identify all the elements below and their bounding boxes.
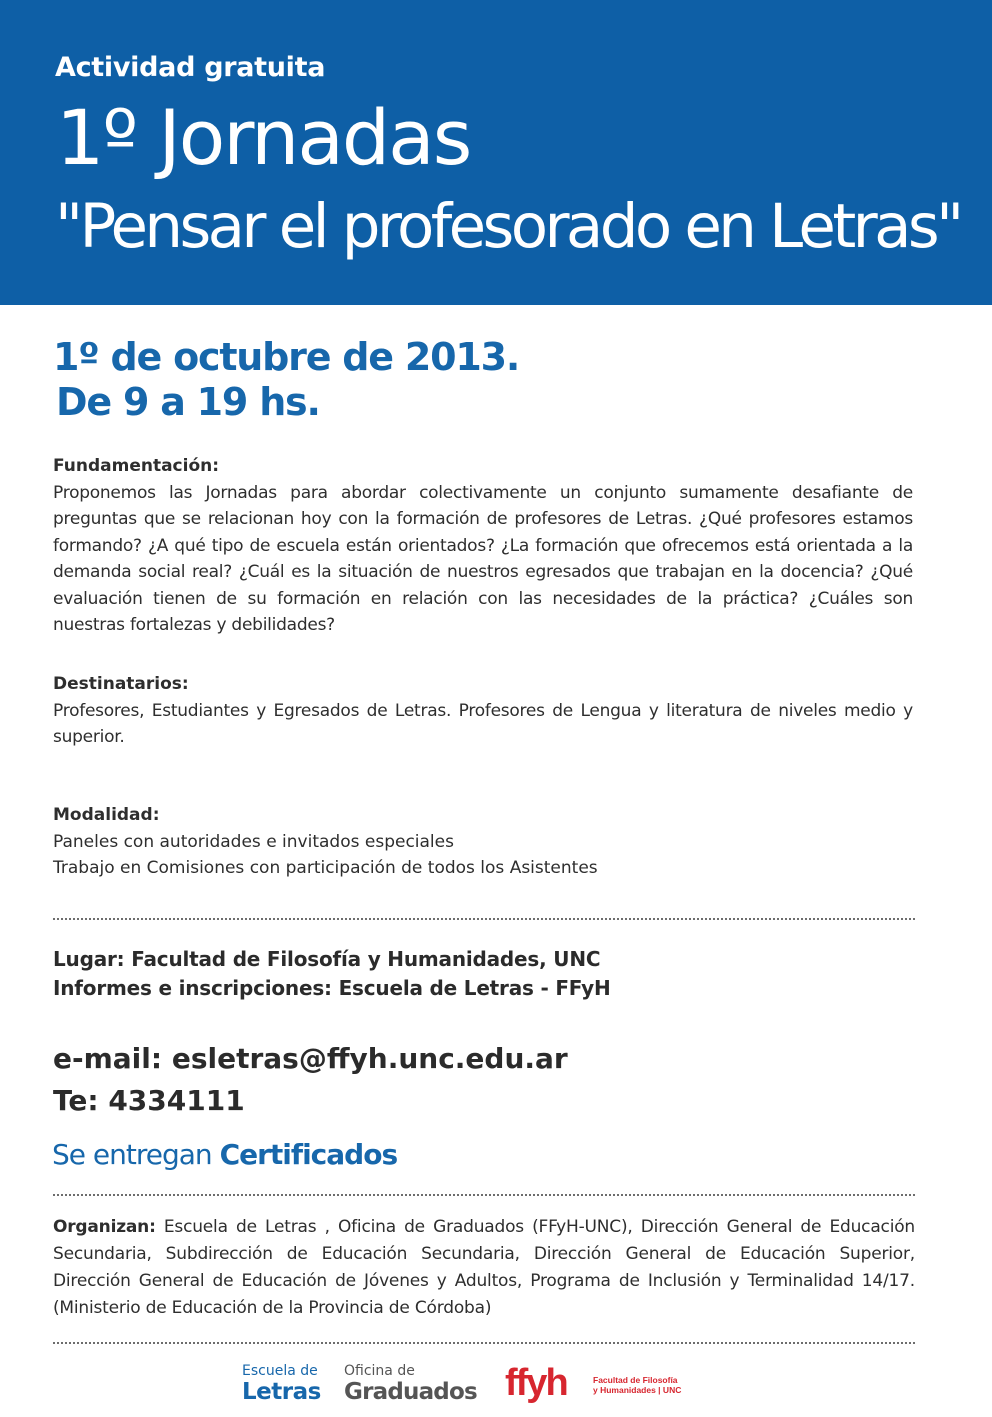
oficina-graduados-logo (344, 1363, 477, 1405)
free-activity-label: Actividad gratuita (55, 52, 326, 83)
header-banner (0, 0, 992, 305)
event-title: 1º Jornadas (56, 93, 471, 182)
fundamentacion-section (53, 453, 913, 639)
destinatarios-heading: Destinatarios: (53, 674, 189, 694)
ffyh-logo-mark (505, 1359, 690, 1409)
event-date-day: 1º de octubre de 2013. (53, 335, 520, 379)
escuela-letras-logo (242, 1363, 321, 1405)
destinatarios-text: Profesores, Estudiantes y Egresados de Letras. Profesores de Lengua y literatura de niveles medio y superior. (53, 700, 913, 747)
destinatarios-section (53, 671, 913, 751)
oficina-logo-big: Graduados (344, 1379, 477, 1405)
oficina-logo-small: Oficina de (344, 1363, 415, 1379)
fundamentacion-text: Proponemos las Jornadas para abordar colectivamente un conjunto sumamente desafiante de preguntas que se relacionan hoy con la formación de profesores de Letras. ¿Qué profesores estamos formando? ¿A qué tipo de escuela están orientados? ¿La formación que ofrecemos está orientada a la demanda social real? ¿Cuál es la situación de nuestros egresados que trabajan en la docencia? ¿Qué evaluación tienen de su formación en relación con las necesidades de la práctica? ¿Cuáles son nuestras fortalezas y debilidades? (53, 482, 913, 635)
logo-strip (0, 1355, 992, 1417)
event-date-hours: De 9 a 19 hs. (56, 380, 320, 424)
modalidad-line: Paneles con autoridades e invitados especiales (53, 831, 454, 852)
event-subtitle: "Pensar el profesorado en Letras" (55, 191, 961, 262)
dotted-divider (53, 1194, 915, 1196)
dotted-divider (53, 1342, 915, 1344)
certificates-prefix: Se entregan (52, 1138, 220, 1171)
ffyh-logo-wordmark: ffyh (505, 1362, 567, 1404)
fundamentacion-heading: Fundamentación: (53, 456, 220, 476)
phone-text: Te: 4334111 (53, 1084, 245, 1117)
modalidad-heading: Modalidad: (53, 805, 160, 825)
ffyh-logo-caption2: y Humanidades | UNC (593, 1385, 682, 1395)
organizers-label: Organizan: (53, 1217, 156, 1237)
dotted-divider (53, 918, 915, 920)
ffyh-logo (505, 1359, 690, 1409)
escuela-logo-small: Escuela de (242, 1363, 318, 1379)
place-info (53, 945, 611, 1003)
contact-info (53, 1038, 568, 1122)
organizers-block (53, 1214, 915, 1322)
email-text: e-mail: esletras@ffyh.unc.edu.ar (53, 1042, 568, 1075)
event-date (53, 335, 519, 425)
certificates-note (52, 1138, 397, 1171)
informes-text: Informes e inscripciones: Escuela de Letras - FFyH (53, 976, 611, 1000)
organizers-text: Escuela de Letras , Oficina de Graduados (FFyH-UNC), Dirección General de Educación Secundaria, Subdirección de Educación Secundaria, Dirección General de Educación Superior, Dirección General de Educación de Jóvenes y Adultos, Programa de Inclusión y Terminalidad 14/17.(Ministerio de Educación de la Provincia de Córdoba) (53, 1217, 915, 1318)
lugar-text: Lugar: Facultad de Filosofía y Humanidades, UNC (53, 947, 601, 971)
escuela-logo-big: Letras (242, 1379, 321, 1405)
modalidad-section (53, 802, 913, 882)
modalidad-line: Trabajo en Comisiones con participación de todos los Asistentes (53, 858, 598, 878)
ffyh-logo-caption1: Facultad de Filosofía (593, 1375, 678, 1385)
certificates-emphasis: Certificados (219, 1138, 398, 1171)
